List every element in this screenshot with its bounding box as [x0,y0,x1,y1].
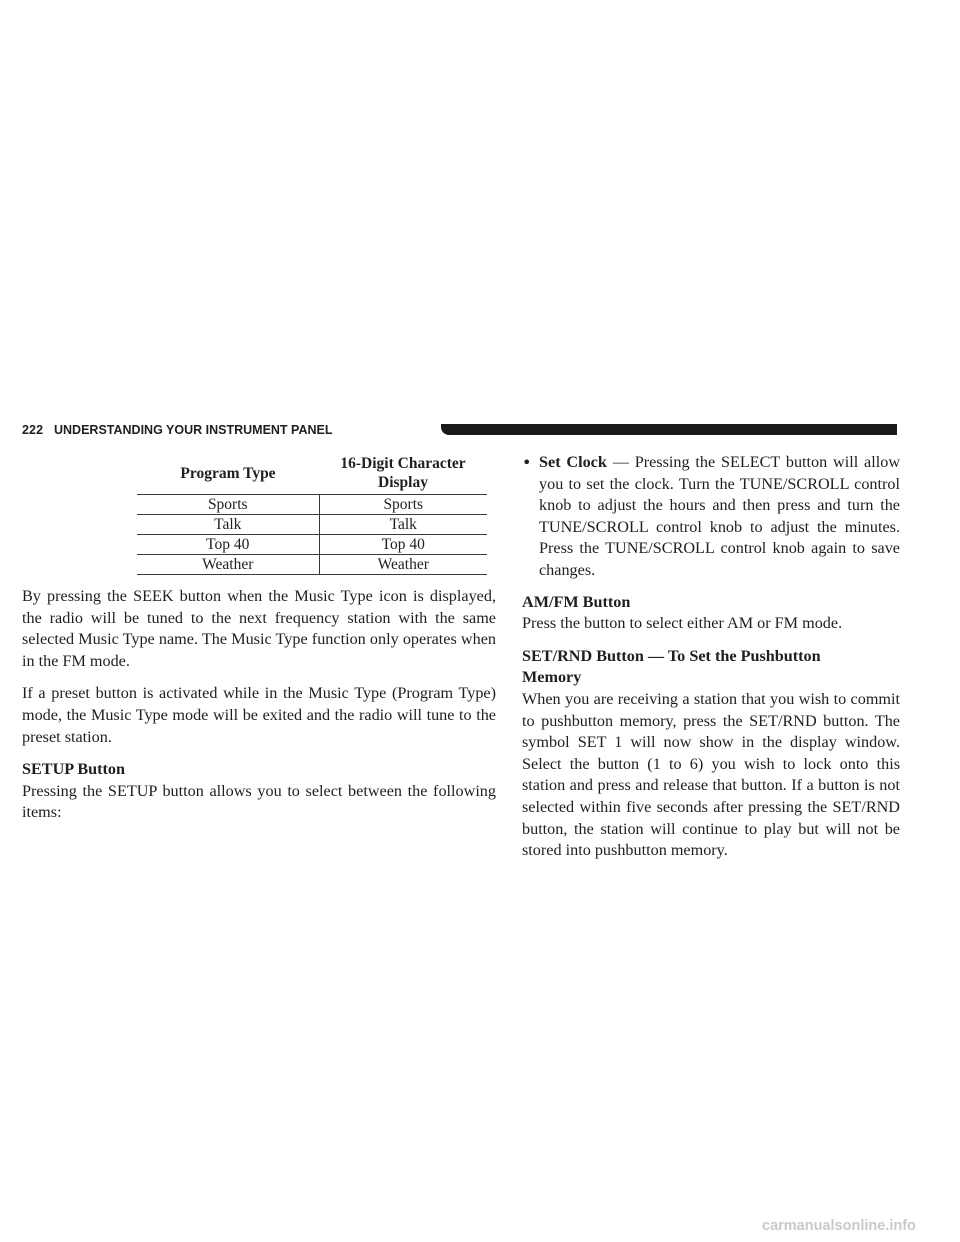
table-cell-display: Talk [319,515,487,535]
table-header-display-line2: Display [378,474,428,491]
set-clock-text: — Pressing the SELECT button will allow you to set the clock. Turn the TUNE/SCROLL control knob to adjust the hours and then press and turn the TUNE/SCROLL control knob to adjust the minutes. Press the TUNE/SCROLL control knob again to save changes. [539,453,901,579]
table-cell-display: Top 40 [319,535,487,555]
table-cell-display: Sports [319,495,487,515]
table-row [137,555,487,575]
table-row [137,495,487,515]
table-row [137,535,487,555]
paragraph-amfm: Press the button to select either AM or FM mode. [522,614,843,633]
table-cell-program-type: Top 40 [137,535,319,555]
header-rule [441,424,897,435]
table-cell-program-type: Sports [137,495,319,515]
table-cell-program-type: Weather [137,555,319,575]
section-title: UNDERSTANDING YOUR INSTRUMENT PANEL [54,423,333,437]
paragraph-setup: Pressing the SETUP button allows you to select between the following items: [22,781,496,822]
bullet-icon: • [522,453,532,472]
paragraph-preset: If a preset button is activated while in the Music Type (Program Type) mode, the Music Type mode will be exited and the radio will tune to the preset station. [22,684,496,746]
table-header-program-type: Program Type [180,464,276,482]
table-header-display [319,452,487,495]
table-cell-program-type: Talk [137,515,319,535]
set-clock-label: Set Clock [539,453,607,471]
table-cell-display: Weather [319,555,487,575]
list-item-set-clock [522,452,900,582]
table-header-display-line1: 16-Digit Character [340,455,466,472]
right-column [522,452,900,862]
heading-setrnd-button: SET/RND Button — To Set the Pushbutton Memory [522,646,821,687]
page-number: 222 [22,423,44,437]
paragraph-seek: By pressing the SEEK button when the Music Type icon is displayed, the radio will be tuned to the next frequency station with the same selected Music Type name. The Music Type function only operates when in the FM mode. [22,587,496,670]
watermark: carmanualsonline.info [762,1218,916,1234]
heading-setup-button: SETUP Button [22,760,126,779]
table-row [137,515,487,535]
heading-amfm-button: AM/FM Button [522,592,631,611]
left-column [22,452,496,824]
paragraph-setrnd: When you are receiving a station that you wish to commit to pushbutton memory, press the SET/RND button. The symbol SET 1 will now show in the display window. Select the button (1 to 6) you wish to lock onto this station and press and release that button. If a button is not selected within five seconds after pressing the SET/RND button, the station will continue to play but will not be stored into pushbutton memory. [522,689,900,860]
program-type-table [137,452,487,575]
